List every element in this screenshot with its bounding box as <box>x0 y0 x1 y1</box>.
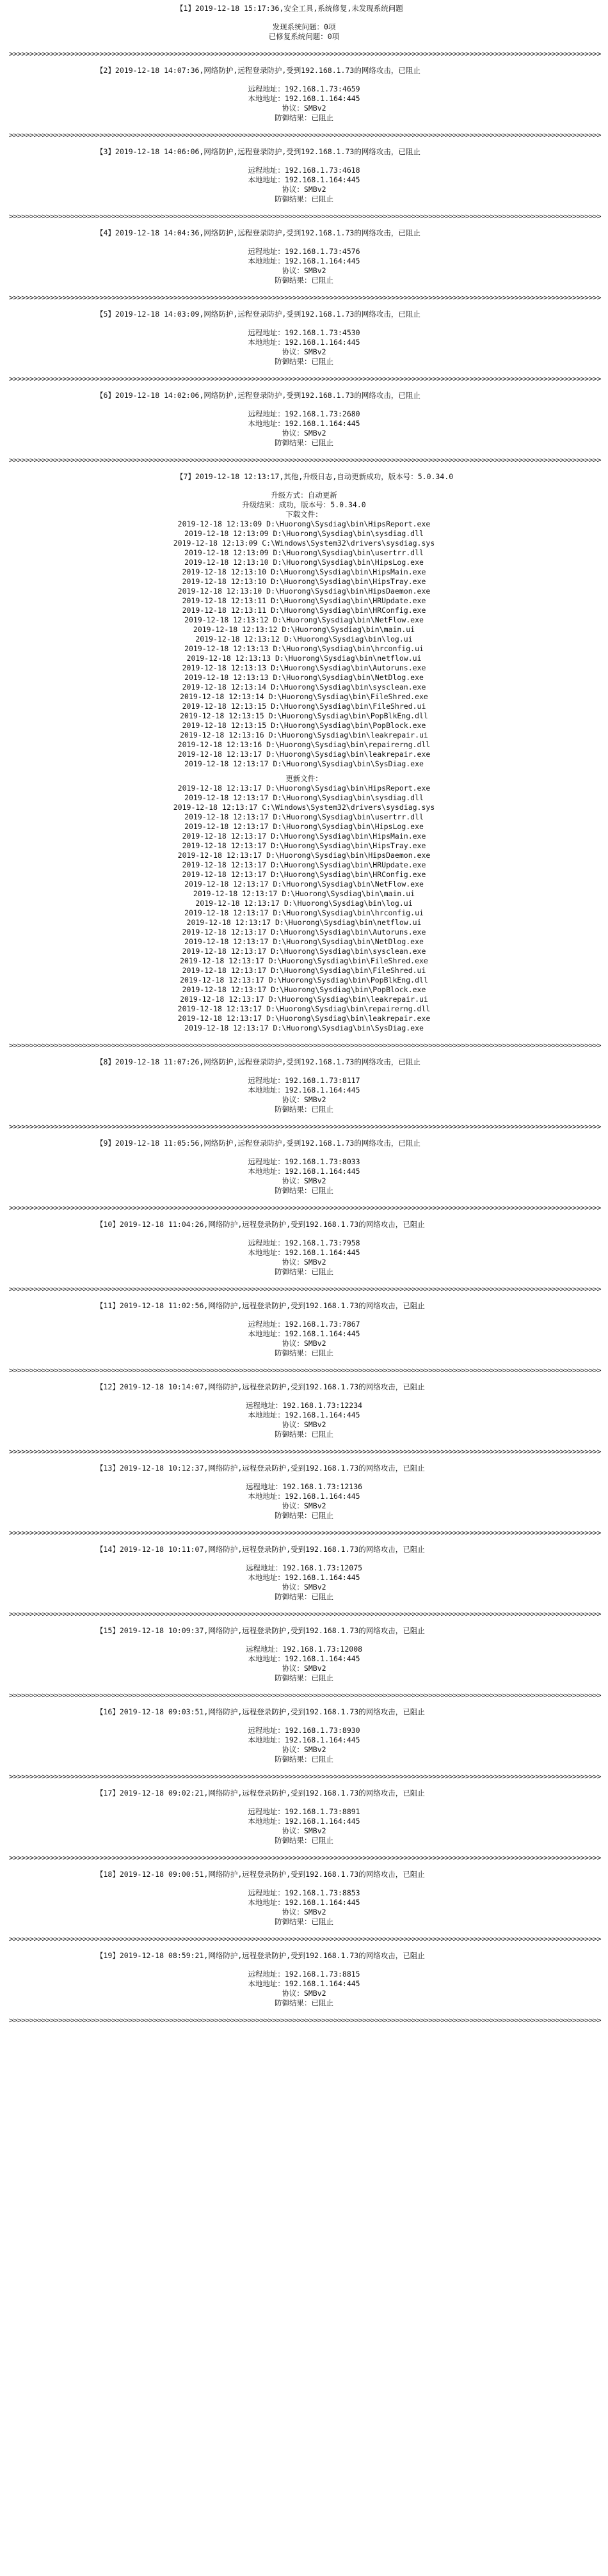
log-detail-line: 本地地址：192.168.1.164:445 <box>248 1167 360 1176</box>
log-record <box>0 391 608 448</box>
log-detail-line: 防御结果：已阻止 <box>275 357 333 366</box>
log-record <box>0 1382 608 1439</box>
record-separator: >>>>>>>>>>>>>>>>>>>>>>>>>>>>>>>>>>>>>>>>>>>>>>>>>>>>>>>>>>>>>>>>>>>>>>>>>>>>>>>>>>>>>>>>>>>>>>>>>>>>>>>>>>>>>>>>>>>>>>>>>>>>>>>>>>>>>>>>>>>>>>>> <box>9 374 601 383</box>
log-detail-line: 2019-12-18 12:13:13 D:\Huorong\Sysdiag\bin\Autoruns.exe <box>182 663 426 672</box>
log-detail-line: 2019-12-18 12:13:14 D:\Huorong\Sysdiag\bin\FileShred.exe <box>180 692 428 701</box>
log-record-body <box>0 247 608 285</box>
log-detail-line: 远程地址：192.168.1.73:4618 <box>248 166 360 175</box>
log-detail-line: 防御结果：已阻止 <box>275 1105 333 1114</box>
record-separator: >>>>>>>>>>>>>>>>>>>>>>>>>>>>>>>>>>>>>>>>>>>>>>>>>>>>>>>>>>>>>>>>>>>>>>>>>>>>>>>>>>>>>>>>>>>>>>>>>>>>>>>>>>>>>>>>>>>>>>>>>>>>>>>>>>>>>>>>>>>>>>>> <box>9 1122 601 1131</box>
log-detail-line: 协议：SMBv2 <box>282 1095 326 1104</box>
log-detail-line: 已修复系统问题：0项 <box>268 32 340 41</box>
log-detail-line: 协议：SMBv2 <box>282 1583 326 1592</box>
log-record-header: 【11】2019-12-18 11:02:56,网络防护,远程登录防护,受到192.168.1.73的网络攻击，已阻止 <box>96 1301 425 1310</box>
log-record-header: 【13】2019-12-18 10:12:37,网络防护,远程登录防护,受到192.168.1.73的网络攻击，已阻止 <box>96 1464 425 1473</box>
record-separator: >>>>>>>>>>>>>>>>>>>>>>>>>>>>>>>>>>>>>>>>>>>>>>>>>>>>>>>>>>>>>>>>>>>>>>>>>>>>>>>>>>>>>>>>>>>>>>>>>>>>>>>>>>>>>>>>>>>>>>>>>>>>>>>>>>>>>>>>>>>>>>>> <box>9 2016 601 2025</box>
blank-line <box>0 769 608 774</box>
log-detail-line: 2019-12-18 12:13:15 D:\Huorong\Sysdiag\bin\PopBlock.exe <box>182 721 426 730</box>
log-detail-line: 2019-12-18 12:13:14 D:\Huorong\Sysdiag\bin\sysclean.exe <box>182 683 426 691</box>
record-separator: >>>>>>>>>>>>>>>>>>>>>>>>>>>>>>>>>>>>>>>>>>>>>>>>>>>>>>>>>>>>>>>>>>>>>>>>>>>>>>>>>>>>>>>>>>>>>>>>>>>>>>>>>>>>>>>>>>>>>>>>>>>>>>>>>>>>>>>>>>>>>>>> <box>9 1366 601 1375</box>
log-record-body <box>0 1563 608 1602</box>
log-detail-line: 远程地址：192.168.1.73:8930 <box>248 1726 360 1735</box>
log-record-header: 【15】2019-12-18 10:09:37,网络防护,远程登录防护,受到192.168.1.73的网络攻击，已阻止 <box>96 1626 425 1635</box>
log-record <box>0 1870 608 1927</box>
log-detail-line: 本地地址：192.168.1.164:445 <box>248 1654 360 1663</box>
log-detail-line: 2019-12-18 12:13:17 D:\Huorong\Sysdiag\bin\Autoruns.exe <box>182 928 426 936</box>
log-detail-line: 远程地址：192.168.1.73:12075 <box>245 1563 363 1572</box>
log-detail-line: 远程地址：192.168.1.73:8891 <box>248 1807 360 1816</box>
log-detail-line: 本地地址：192.168.1.164:445 <box>248 1329 360 1338</box>
record-separator: >>>>>>>>>>>>>>>>>>>>>>>>>>>>>>>>>>>>>>>>>>>>>>>>>>>>>>>>>>>>>>>>>>>>>>>>>>>>>>>>>>>>>>>>>>>>>>>>>>>>>>>>>>>>>>>>>>>>>>>>>>>>>>>>>>>>>>>>>>>>>>>> <box>9 1528 601 1537</box>
log-detail-line: 防御结果：已阻止 <box>275 1430 333 1439</box>
log-detail-line: 本地地址：192.168.1.164:445 <box>248 1086 360 1094</box>
log-detail-line: 2019-12-18 12:13:17 D:\Huorong\Sysdiag\bin\HipsMain.exe <box>182 832 426 841</box>
log-detail-line: 协议：SMBv2 <box>282 1339 326 1348</box>
log-record <box>0 1057 608 1114</box>
log-detail-line: 本地地址：192.168.1.164:445 <box>248 1492 360 1501</box>
log-detail-line: 本地地址：192.168.1.164:445 <box>248 419 360 428</box>
log-detail-line: 防御结果：已阻止 <box>275 1673 333 1682</box>
log-detail-line: 防御结果：已阻止 <box>275 1755 333 1764</box>
log-detail-line: 协议：SMBv2 <box>282 1176 326 1185</box>
log-record-header: 【16】2019-12-18 09:03:51,网络防护,远程登录防护,受到192.168.1.73的网络攻击，已阻止 <box>96 1707 425 1716</box>
log-record-header: 【8】2019-12-18 11:07:26,网络防护,远程登录防护,受到192.168.1.73的网络攻击，已阻止 <box>96 1057 420 1066</box>
log-detail-line: 2019-12-18 12:13:17 D:\Huorong\Sysdiag\bin\leakrepair.ui <box>180 995 428 1004</box>
log-detail-line: 2019-12-18 12:13:17 D:\Huorong\Sysdiag\bin\log.ui <box>195 899 413 908</box>
log-detail-line: 2019-12-18 12:13:10 D:\Huorong\Sysdiag\bin\HipsTray.exe <box>182 577 426 586</box>
record-separator: >>>>>>>>>>>>>>>>>>>>>>>>>>>>>>>>>>>>>>>>>>>>>>>>>>>>>>>>>>>>>>>>>>>>>>>>>>>>>>>>>>>>>>>>>>>>>>>>>>>>>>>>>>>>>>>>>>>>>>>>>>>>>>>>>>>>>>>>>>>>>>>> <box>9 1041 601 1050</box>
log-detail-line: 2019-12-18 12:13:17 D:\Huorong\Sysdiag\bin\sysclean.exe <box>182 947 426 956</box>
log-record <box>0 1301 608 1358</box>
log-detail-line: 协议：SMBv2 <box>282 104 326 113</box>
log-detail-line: 2019-12-18 12:13:16 D:\Huorong\Sysdiag\bin\leakrepair.ui <box>180 731 428 739</box>
log-detail-line: 远程地址：192.168.1.73:8853 <box>248 1888 360 1897</box>
log-detail-line: 远程地址：192.168.1.73:4530 <box>248 328 360 337</box>
log-detail-line: 2019-12-18 12:13:17 D:\Huorong\Sysdiag\bin\leakrepair.exe <box>177 1014 431 1023</box>
log-record-header: 【9】2019-12-18 11:05:56,网络防护,远程登录防护,受到192.168.1.73的网络攻击，已阻止 <box>96 1139 420 1148</box>
log-detail-line: 下载文件： <box>285 510 323 519</box>
log-detail-line: 防御结果：已阻止 <box>275 1917 333 1926</box>
log-record <box>0 4 608 42</box>
record-separator: >>>>>>>>>>>>>>>>>>>>>>>>>>>>>>>>>>>>>>>>>>>>>>>>>>>>>>>>>>>>>>>>>>>>>>>>>>>>>>>>>>>>>>>>>>>>>>>>>>>>>>>>>>>>>>>>>>>>>>>>>>>>>>>>>>>>>>>>>>>>>>>> <box>9 1447 601 1456</box>
log-detail-line: 2019-12-18 12:13:17 D:\Huorong\Sysdiag\bin\netflow.ui <box>186 918 422 927</box>
log-detail-line: 2019-12-18 12:13:09 D:\Huorong\Sysdiag\bin\HipsReport.exe <box>177 519 431 528</box>
log-record-body <box>0 1645 608 1683</box>
log-record-body <box>0 1238 608 1277</box>
log-detail-line: 防御结果：已阻止 <box>275 1511 333 1520</box>
log-detail-line: 2019-12-18 12:13:17 D:\Huorong\Sysdiag\bin\HRConfig.exe <box>182 870 426 879</box>
log-detail-line: 协议：SMBv2 <box>282 347 326 356</box>
log-detail-line: 2019-12-18 12:13:17 D:\Huorong\Sysdiag\bin\HRUpdate.exe <box>182 860 426 869</box>
log-record <box>0 228 608 285</box>
log-record-header: 【5】2019-12-18 14:03:09,网络防护,远程登录防护,受到192.168.1.73的网络攻击，已阻止 <box>96 310 420 319</box>
log-detail-line: 本地地址：192.168.1.164:445 <box>248 1979 360 1988</box>
log-detail-line: 本地地址：192.168.1.164:445 <box>248 338 360 347</box>
log-detail-line: 2019-12-18 12:13:16 D:\Huorong\Sysdiag\bin\repairerng.dll <box>177 740 431 749</box>
log-detail-line: 协议：SMBv2 <box>282 1745 326 1754</box>
log-detail-line: 2019-12-18 12:13:17 D:\Huorong\Sysdiag\bin\repairerng.dll <box>177 1004 431 1013</box>
log-detail-line: 2019-12-18 12:13:13 D:\Huorong\Sysdiag\bin\hrconfig.ui <box>184 644 424 653</box>
log-detail-line: 远程地址：192.168.1.73:2680 <box>248 409 360 418</box>
log-detail-line: 2019-12-18 12:13:09 D:\Huorong\Sysdiag\bin\usertrr.dll <box>184 548 424 557</box>
record-separator: >>>>>>>>>>>>>>>>>>>>>>>>>>>>>>>>>>>>>>>>>>>>>>>>>>>>>>>>>>>>>>>>>>>>>>>>>>>>>>>>>>>>>>>>>>>>>>>>>>>>>>>>>>>>>>>>>>>>>>>>>>>>>>>>>>>>>>>>>>>>>>>> <box>9 1934 601 1943</box>
log-record-header: 【4】2019-12-18 14:04:36,网络防护,远程登录防护,受到192.168.1.73的网络攻击，已阻止 <box>96 228 420 237</box>
log-record-body <box>0 1482 608 1521</box>
log-detail-line: 本地地址：192.168.1.164:445 <box>248 1573 360 1582</box>
record-separator: >>>>>>>>>>>>>>>>>>>>>>>>>>>>>>>>>>>>>>>>>>>>>>>>>>>>>>>>>>>>>>>>>>>>>>>>>>>>>>>>>>>>>>>>>>>>>>>>>>>>>>>>>>>>>>>>>>>>>>>>>>>>>>>>>>>>>>>>>>>>>>>> <box>9 49 601 58</box>
log-detail-line: 2019-12-18 12:13:17 D:\Huorong\Sysdiag\bin\HipsLog.exe <box>184 822 424 831</box>
log-detail-line: 本地地址：192.168.1.164:445 <box>248 94 360 103</box>
log-detail-line: 2019-12-18 12:13:17 D:\Huorong\Sysdiag\bin\usertrr.dll <box>184 812 424 821</box>
log-record-body <box>0 409 608 448</box>
log-detail-line: 2019-12-18 12:13:17 C:\Windows\System32\drivers\sysdiag.sys <box>173 803 435 812</box>
log-detail-line: 协议：SMBv2 <box>282 1908 326 1916</box>
log-detail-line: 远程地址：192.168.1.73:8117 <box>248 1076 360 1085</box>
log-detail-line: 2019-12-18 12:13:17 D:\Huorong\Sysdiag\bin\HipsReport.exe <box>177 784 431 793</box>
log-detail-line: 协议：SMBv2 <box>282 1258 326 1267</box>
log-detail-line: 本地地址：192.168.1.164:445 <box>248 1410 360 1419</box>
log-record-body <box>0 166 608 204</box>
log-detail-line: 2019-12-18 12:13:17 D:\Huorong\Sysdiag\bin\HipsTray.exe <box>182 841 426 850</box>
log-record-header: 【17】2019-12-18 09:02:21,网络防护,远程登录防护,受到192.168.1.73的网络攻击，已阻止 <box>96 1789 425 1798</box>
log-detail-line: 2019-12-18 12:13:17 D:\Huorong\Sysdiag\bin\NetDlog.exe <box>184 937 424 946</box>
log-detail-line: 远程地址：192.168.1.73:4659 <box>248 84 360 93</box>
log-record-body <box>0 1076 608 1114</box>
log-detail-line: 远程地址：192.168.1.73:12234 <box>245 1401 363 1410</box>
log-detail-line: 2019-12-18 12:13:17 D:\Huorong\Sysdiag\bin\FileShred.exe <box>180 956 428 965</box>
log-detail-line: 防御结果：已阻止 <box>275 438 333 447</box>
log-record-body <box>0 84 608 123</box>
record-separator: >>>>>>>>>>>>>>>>>>>>>>>>>>>>>>>>>>>>>>>>>>>>>>>>>>>>>>>>>>>>>>>>>>>>>>>>>>>>>>>>>>>>>>>>>>>>>>>>>>>>>>>>>>>>>>>>>>>>>>>>>>>>>>>>>>>>>>>>>>>>>>>> <box>9 1203 601 1212</box>
log-detail-line: 本地地址：192.168.1.164:445 <box>248 1817 360 1826</box>
log-detail-line: 2019-12-18 12:13:13 D:\Huorong\Sysdiag\bin\netflow.ui <box>186 654 422 663</box>
log-detail-line: 远程地址：192.168.1.73:12008 <box>245 1645 363 1654</box>
log-record <box>0 1951 608 2008</box>
log-record <box>0 1139 608 1196</box>
log-detail-line: 防御结果：已阻止 <box>275 194 333 203</box>
log-detail-line: 2019-12-18 12:13:11 D:\Huorong\Sysdiag\bin\HRUpdate.exe <box>182 596 426 605</box>
log-record <box>0 1707 608 1764</box>
log-detail-line: 本地地址：192.168.1.164:445 <box>248 1735 360 1744</box>
log-detail-line: 发现系统问题：0项 <box>272 22 336 31</box>
log-detail-line: 防御结果：已阻止 <box>275 1267 333 1276</box>
log-detail-line: 2019-12-18 12:13:17 D:\Huorong\Sysdiag\bin\HipsDaemon.exe <box>177 851 431 860</box>
log-detail-line: 2019-12-18 12:13:17 D:\Huorong\Sysdiag\bin\PopBlock.exe <box>182 985 426 994</box>
log-detail-line: 2019-12-18 12:13:11 D:\Huorong\Sysdiag\bin\HRConfig.exe <box>182 606 426 615</box>
log-record-body <box>0 1401 608 1439</box>
log-detail-line: 本地地址：192.168.1.164:445 <box>248 257 360 265</box>
log-detail-line: 2019-12-18 12:13:17 D:\Huorong\Sysdiag\bin\leakrepair.exe <box>177 750 431 759</box>
log-record-body <box>0 1726 608 1764</box>
log-detail-line: 2019-12-18 12:13:09 D:\Huorong\Sysdiag\bin\sysdiag.dll <box>184 529 424 538</box>
record-separator: >>>>>>>>>>>>>>>>>>>>>>>>>>>>>>>>>>>>>>>>>>>>>>>>>>>>>>>>>>>>>>>>>>>>>>>>>>>>>>>>>>>>>>>>>>>>>>>>>>>>>>>>>>>>>>>>>>>>>>>>>>>>>>>>>>>>>>>>>>>>>>>> <box>9 455 601 464</box>
log-record-header: 【6】2019-12-18 14:02:06,网络防护,远程登录防护,受到192.168.1.73的网络攻击，已阻止 <box>96 391 420 400</box>
log-detail-line: 2019-12-18 12:13:10 D:\Huorong\Sysdiag\bin\HipsLog.exe <box>184 558 424 567</box>
log-record-header: 【19】2019-12-18 08:59:21,网络防护,远程登录防护,受到192.168.1.73的网络攻击，已阻止 <box>96 1951 425 1960</box>
log-record-body <box>0 1888 608 1927</box>
record-separator: >>>>>>>>>>>>>>>>>>>>>>>>>>>>>>>>>>>>>>>>>>>>>>>>>>>>>>>>>>>>>>>>>>>>>>>>>>>>>>>>>>>>>>>>>>>>>>>>>>>>>>>>>>>>>>>>>>>>>>>>>>>>>>>>>>>>>>>>>>>>>>>> <box>9 1284 601 1293</box>
log-record-header: 【10】2019-12-18 11:04:26,网络防护,远程登录防护,受到192.168.1.73的网络攻击，已阻止 <box>96 1220 425 1229</box>
log-detail-line: 2019-12-18 12:13:17 D:\Huorong\Sysdiag\bin\hrconfig.ui <box>184 908 424 917</box>
log-detail-line: 2019-12-18 12:13:17 D:\Huorong\Sysdiag\bin\FileShred.ui <box>182 966 426 975</box>
record-separator: >>>>>>>>>>>>>>>>>>>>>>>>>>>>>>>>>>>>>>>>>>>>>>>>>>>>>>>>>>>>>>>>>>>>>>>>>>>>>>>>>>>>>>>>>>>>>>>>>>>>>>>>>>>>>>>>>>>>>>>>>>>>>>>>>>>>>>>>>>>>>>>> <box>9 1772 601 1781</box>
log-record <box>0 1789 608 1845</box>
log-detail-line: 防御结果：已阻止 <box>275 113 333 122</box>
log-detail-line: 远程地址：192.168.1.73:12136 <box>245 1482 363 1491</box>
log-detail-line: 协议：SMBv2 <box>282 185 326 194</box>
log-record-body <box>0 1157 608 1196</box>
log-record-body <box>0 491 608 1033</box>
log-record-header: 【7】2019-12-18 12:13:17,其他,升级日志,自动更新成功，版本号：5.0.34.0 <box>176 472 454 481</box>
log-detail-line: 防御结果：已阻止 <box>275 276 333 285</box>
log-record-body <box>0 1807 608 1845</box>
log-detail-line: 2019-12-18 12:13:17 D:\Huorong\Sysdiag\bin\SysDiag.exe <box>184 759 424 768</box>
log-detail-line: 防御结果：已阻止 <box>275 1186 333 1195</box>
log-detail-line: 远程地址：192.168.1.73:8033 <box>248 1157 360 1166</box>
log-record <box>0 1626 608 1683</box>
log-record <box>0 1464 608 1521</box>
log-record-body <box>0 328 608 367</box>
log-detail-line: 2019-12-18 12:13:13 D:\Huorong\Sysdiag\bin\NetDlog.exe <box>184 673 424 682</box>
log-detail-line: 防御结果：已阻止 <box>275 1348 333 1357</box>
log-detail-line: 升级方式：自动更新 <box>271 491 337 500</box>
log-record-body <box>0 22 608 42</box>
log-detail-line: 远程地址：192.168.1.73:7867 <box>248 1320 360 1329</box>
log-record <box>0 1545 608 1602</box>
log-record-header: 【3】2019-12-18 14:06:06,网络防护,远程登录防护,受到192.168.1.73的网络攻击，已阻止 <box>96 147 420 156</box>
log-detail-line: 2019-12-18 12:13:15 D:\Huorong\Sysdiag\bin\PopBlkEng.dll <box>180 711 428 720</box>
log-detail-line: 协议：SMBv2 <box>282 1826 326 1835</box>
log-record <box>0 147 608 204</box>
log-record-header: 【14】2019-12-18 10:11:07,网络防护,远程登录防护,受到192.168.1.73的网络攻击，已阻止 <box>96 1545 425 1554</box>
log-detail-line: 本地地址：192.168.1.164:445 <box>248 1898 360 1907</box>
log-detail-line: 远程地址：192.168.1.73:4576 <box>248 247 360 256</box>
log-detail-line: 2019-12-18 12:13:17 D:\Huorong\Sysdiag\bin\main.ui <box>193 889 415 898</box>
log-detail-line: 防御结果：已阻止 <box>275 1592 333 1601</box>
record-separator: >>>>>>>>>>>>>>>>>>>>>>>>>>>>>>>>>>>>>>>>>>>>>>>>>>>>>>>>>>>>>>>>>>>>>>>>>>>>>>>>>>>>>>>>>>>>>>>>>>>>>>>>>>>>>>>>>>>>>>>>>>>>>>>>>>>>>>>>>>>>>>>> <box>9 293 601 302</box>
log-detail-line: 2019-12-18 12:13:09 C:\Windows\System32\drivers\sysdiag.sys <box>173 539 435 548</box>
log-record <box>0 1220 608 1277</box>
log-detail-line: 2019-12-18 12:13:17 D:\Huorong\Sysdiag\bin\PopBlkEng.dll <box>180 976 428 984</box>
record-separator: >>>>>>>>>>>>>>>>>>>>>>>>>>>>>>>>>>>>>>>>>>>>>>>>>>>>>>>>>>>>>>>>>>>>>>>>>>>>>>>>>>>>>>>>>>>>>>>>>>>>>>>>>>>>>>>>>>>>>>>>>>>>>>>>>>>>>>>>>>>>>>>> <box>9 1853 601 1862</box>
log-detail-line: 2019-12-18 12:13:12 D:\Huorong\Sysdiag\bin\log.ui <box>195 635 413 644</box>
log-detail-line: 协议：SMBv2 <box>282 1989 326 1998</box>
log-detail-line: 2019-12-18 12:13:12 D:\Huorong\Sysdiag\bin\main.ui <box>193 625 415 634</box>
log-detail-line: 2019-12-18 12:13:12 D:\Huorong\Sysdiag\bin\NetFlow.exe <box>184 615 424 624</box>
log-record-header: 【18】2019-12-18 09:00:51,网络防护,远程登录防护,受到192.168.1.73的网络攻击，已阻止 <box>96 1870 425 1879</box>
log-record-header: 【12】2019-12-18 10:14:07,网络防护,远程登录防护,受到192.168.1.73的网络攻击，已阻止 <box>96 1382 425 1391</box>
log-detail-line: 远程地址：192.168.1.73:7958 <box>248 1238 360 1247</box>
log-detail-line: 2019-12-18 12:13:10 D:\Huorong\Sysdiag\bin\HipsMain.exe <box>182 567 426 576</box>
record-separator: >>>>>>>>>>>>>>>>>>>>>>>>>>>>>>>>>>>>>>>>>>>>>>>>>>>>>>>>>>>>>>>>>>>>>>>>>>>>>>>>>>>>>>>>>>>>>>>>>>>>>>>>>>>>>>>>>>>>>>>>>>>>>>>>>>>>>>>>>>>>>>>> <box>9 1691 601 1700</box>
log-detail-line: 协议：SMBv2 <box>282 1664 326 1673</box>
log-detail-line: 2019-12-18 12:13:10 D:\Huorong\Sysdiag\bin\HipsDaemon.exe <box>177 587 431 596</box>
log-record-header: 【2】2019-12-18 14:07:36,网络防护,远程登录防护,受到192.168.1.73的网络攻击，已阻止 <box>96 66 420 75</box>
log-record-body <box>0 1970 608 2008</box>
log-detail-line: 升级结果：成功，版本号：5.0.34.0 <box>242 500 366 509</box>
record-separator: >>>>>>>>>>>>>>>>>>>>>>>>>>>>>>>>>>>>>>>>>>>>>>>>>>>>>>>>>>>>>>>>>>>>>>>>>>>>>>>>>>>>>>>>>>>>>>>>>>>>>>>>>>>>>>>>>>>>>>>>>>>>>>>>>>>>>>>>>>>>>>>> <box>9 130 601 139</box>
log-detail-line: 本地地址：192.168.1.164:445 <box>248 175 360 184</box>
log-detail-line: 本地地址：192.168.1.164:445 <box>248 1248 360 1257</box>
log-detail-line: 协议：SMBv2 <box>282 266 326 275</box>
record-separator: >>>>>>>>>>>>>>>>>>>>>>>>>>>>>>>>>>>>>>>>>>>>>>>>>>>>>>>>>>>>>>>>>>>>>>>>>>>>>>>>>>>>>>>>>>>>>>>>>>>>>>>>>>>>>>>>>>>>>>>>>>>>>>>>>>>>>>>>>>>>>>>> <box>9 1609 601 1618</box>
log-record <box>0 472 608 1033</box>
log-detail-line: 2019-12-18 12:13:17 D:\Huorong\Sysdiag\bin\SysDiag.exe <box>184 1023 424 1032</box>
log-detail-line: 协议：SMBv2 <box>282 429 326 438</box>
log-detail-line: 2019-12-18 12:13:17 D:\Huorong\Sysdiag\bin\NetFlow.exe <box>184 880 424 889</box>
log-detail-line: 协议：SMBv2 <box>282 1501 326 1510</box>
log-record-header: 【1】2019-12-18 15:17:36,安全工具,系统修复,未发现系统问题 <box>176 4 403 13</box>
log-record <box>0 66 608 123</box>
record-separator: >>>>>>>>>>>>>>>>>>>>>>>>>>>>>>>>>>>>>>>>>>>>>>>>>>>>>>>>>>>>>>>>>>>>>>>>>>>>>>>>>>>>>>>>>>>>>>>>>>>>>>>>>>>>>>>>>>>>>>>>>>>>>>>>>>>>>>>>>>>>>>>> <box>9 212 601 221</box>
log-detail-line: 防御结果：已阻止 <box>275 1836 333 1845</box>
log-detail-line: 2019-12-18 12:13:17 D:\Huorong\Sysdiag\bin\sysdiag.dll <box>184 793 424 802</box>
log-record-body <box>0 1320 608 1358</box>
log-detail-line: 协议：SMBv2 <box>282 1420 326 1429</box>
log-detail-line: 远程地址：192.168.1.73:8815 <box>248 1970 360 1979</box>
log-detail-line: 更新文件： <box>285 774 323 783</box>
log-record <box>0 310 608 367</box>
log-detail-line: 防御结果：已阻止 <box>275 1998 333 2007</box>
log-detail-line: 2019-12-18 12:13:15 D:\Huorong\Sysdiag\bin\FileShred.ui <box>182 702 426 711</box>
